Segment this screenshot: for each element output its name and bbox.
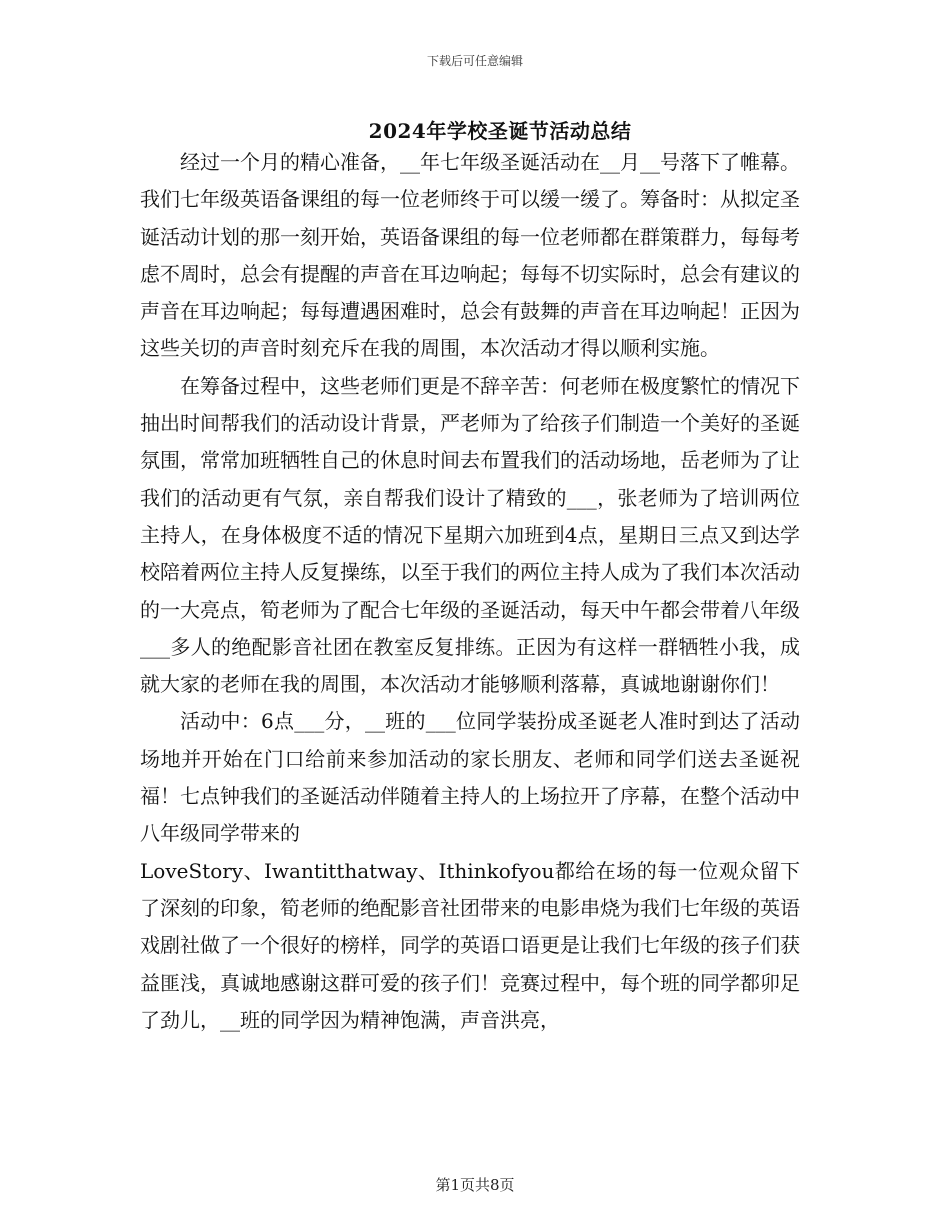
paragraph-3: 活动中：6点___分，__班的___位同学装扮成圣诞老人准时到达了活动场地并开始在门口给前来参加活动的家长朋友、老师和同学们送去圣诞祝福！七点钟我们的圣诞活动伴随着主持人的上场拉开了序幕，在整个活动中八年级同学带来的 [140,709,800,846]
page-footer: 第1页共8页 [435,1176,515,1194]
document-title: 2024年学校圣诞节活动总结 [368,119,632,143]
paragraph-2: 在筹备过程中，这些老师们更是不辞辛苦：何老师在极度繁忙的情况下抽出时间帮我们的活动设计背景，严老师为了给孩子们制造一个美好的圣诞氛围，常常加班牺牲自己的休息时间去布置我们的活动场地，岳老师为了让我们的活动更有气氛，亲自帮我们设计了精致的___，张老师为了培训两位主持人，在身体极度不适的情况下星期六加班到4点，星期日三点又到达学校陪着两位主持人反复操练，以至于我们的两位主持人成为了我们本次活动的一大亮点，筍老师为了配合七年级的圣诞活动，每天中午都会带着八年级___多人的绝配影音社团在教室反复排练。正因为有这样一群牺牲小我，成就大家的老师在我的周围，本次活动才能够顺利落幕，真诚地谢谢你们！ [140,373,800,697]
page-header: 下载后可任意编辑 [426,54,523,68]
document-body [140,144,800,1039]
paragraph-4: LoveStory、Iwantitthatway、Ithinkofyou都给在场的每一位观众留下了深刻的印象，筍老师的绝配影音社团带来的电影串烧为我们七年级的英语戏剧社做了一个很好的榜样，同学的英语口语更是让我们七年级的孩子们获益匪浅，真诚地感谢这群可爱的孩子们！竞赛过程中，每个班的同学都卯足了劲儿，__班的同学因为精神饱满，声音洪亮， [140,858,800,1032]
paragraph-1: 经过一个月的精心准备，__年七年级圣诞活动在__月__号落下了帷幕。我们七年级英语备课组的每一位老师终于可以缓一缓了。筹备时：从拟定圣诞活动计划的那一刻开始，英语备课组的每一位老师都在群策群力，每每考虑不周时，总会有提醒的声音在耳边响起；每每不切实际时，总会有建议的声音在耳边响起；每每遭遇困难时，总会有鼓舞的声音在耳边响起！正因为这些关切的声音时刻充斥在我的周围，本次活动才得以顺利实施。 [140,150,800,361]
